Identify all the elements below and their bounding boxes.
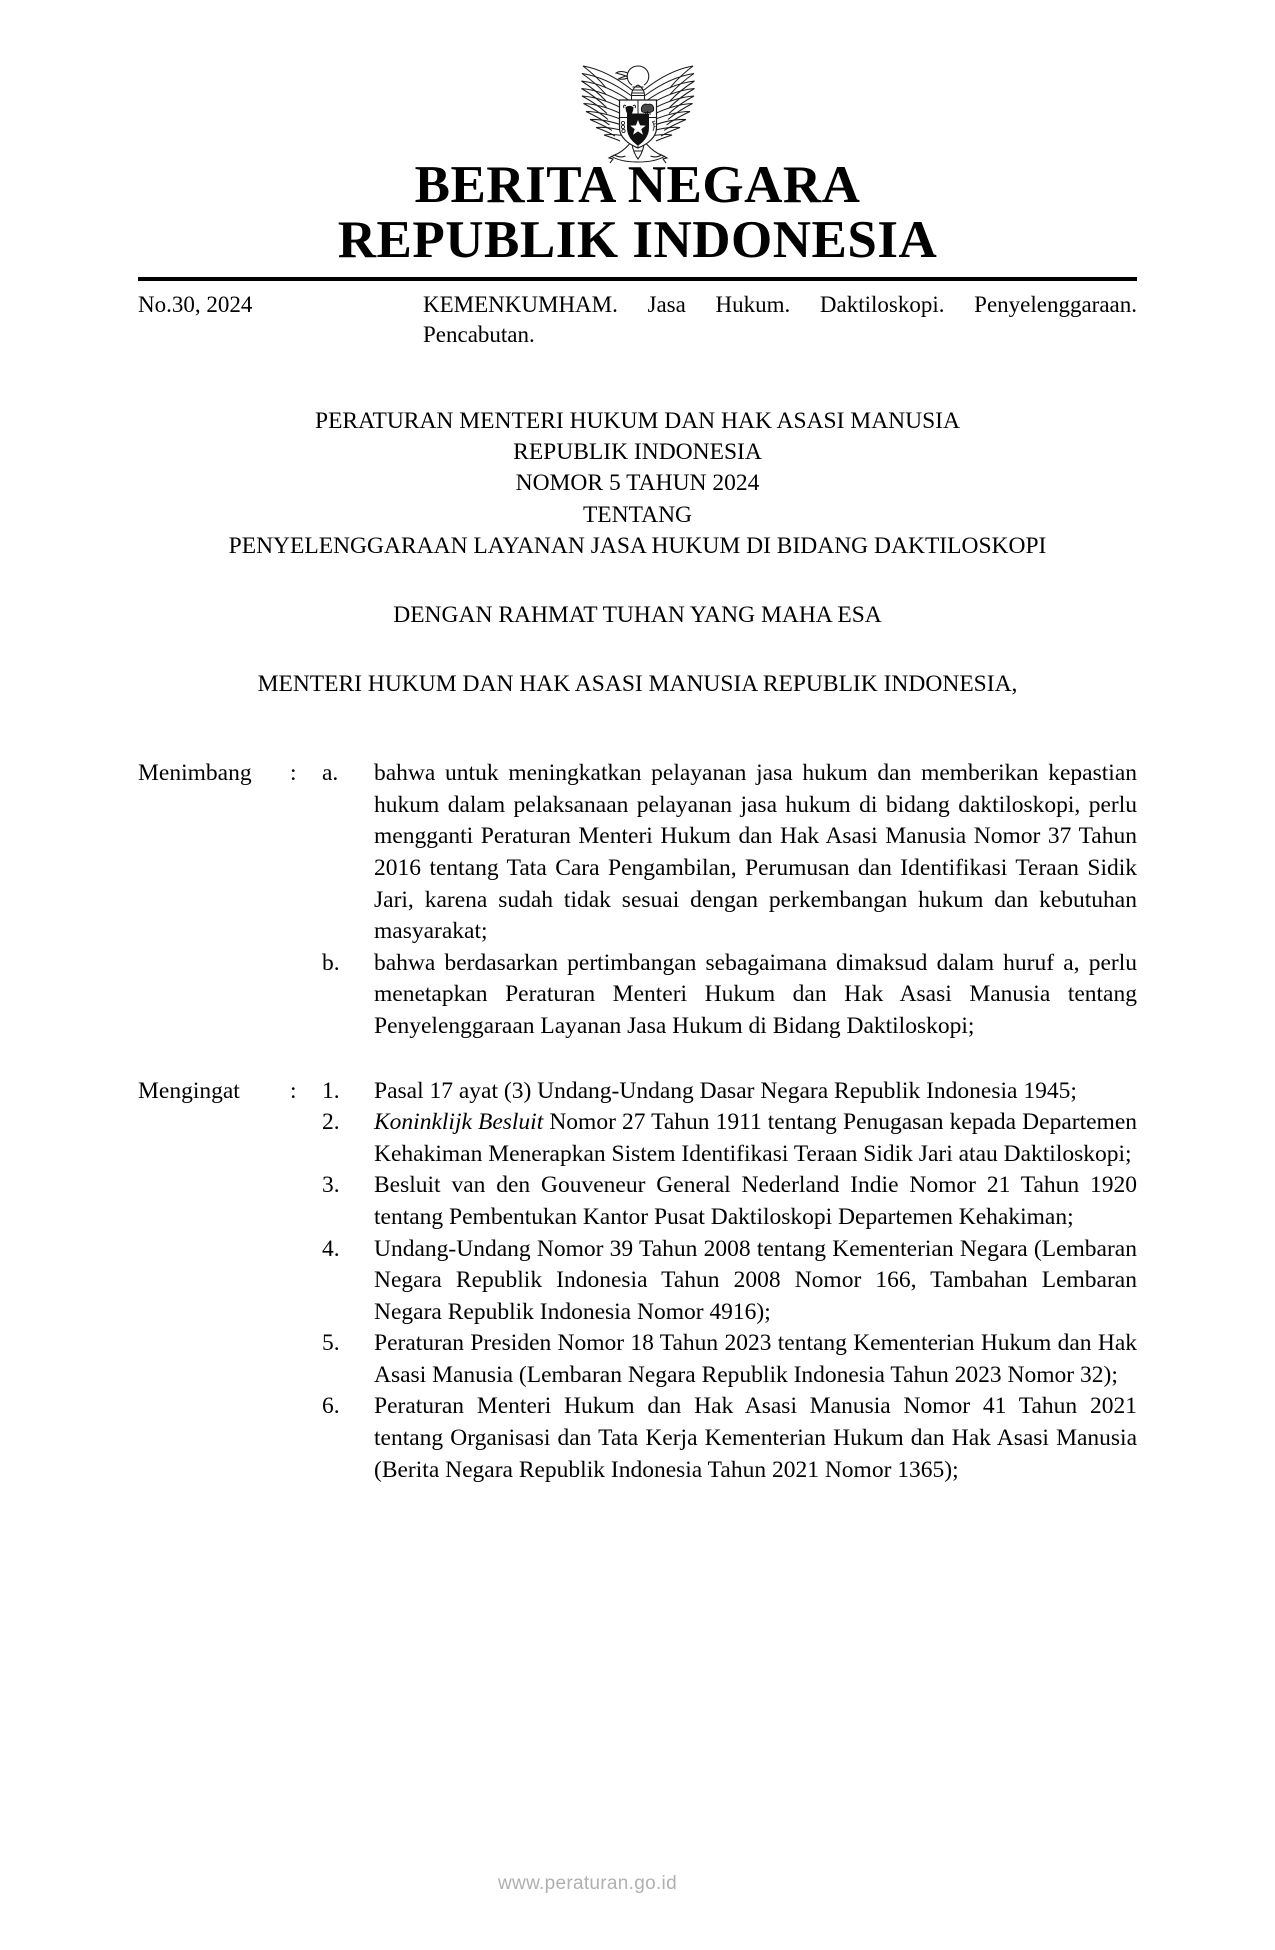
title-line-2: REPUBLIK INDONESIA bbox=[513, 439, 762, 466]
clause-body: Besluit van den Gouveneur General Nederland Indie Nomor 21 Tahun 1920 tentang Pembentukan Kantor Pusat Daktiloskopi Departemen Kehakiman; bbox=[374, 1172, 1137, 1230]
authority-line: MENTERI HUKUM DAN HAK ASASI MANUSIA REPUBLIK INDONESIA, bbox=[257, 671, 1018, 698]
menimbang-items bbox=[322, 758, 1137, 1042]
clause-marker: a. bbox=[322, 760, 339, 787]
clause-marker: 5. bbox=[322, 1330, 340, 1357]
clause-text bbox=[374, 1107, 1137, 1170]
mengingat-label: Mengingat bbox=[138, 1077, 240, 1104]
list-item bbox=[322, 758, 1137, 948]
blessing-line: DENGAN RAHMAT TUHAN YANG MAHA ESA bbox=[393, 602, 882, 629]
masthead-title bbox=[0, 158, 1275, 267]
clause-marker: 3. bbox=[322, 1172, 340, 1199]
list-item bbox=[322, 1391, 1137, 1486]
clause-marker: 2. bbox=[322, 1109, 340, 1136]
clause-text: bahwa berdasarkan pertimbangan sebagaimana dimaksud dalam huruf a, perlu menetapkan Peraturan Menteri Hukum dan Hak Asasi Manusia tentang Penyelenggaraan Layanan Jasa Hukum di Bidang Daktiloskopi; bbox=[374, 949, 1137, 1039]
clause-text bbox=[374, 1076, 1137, 1108]
clause-text: bahwa untuk meningkatkan pelayanan jasa hukum dan memberikan kepastian hukum dalam pelaksanaan pelayanan jasa hukum di bidang daktiloskopi, perlu mengganti Peraturan Menteri Hukum dan Hak Asasi Manusia Nomor 37 Tahun 2016 tentang Tata Cara Pengambilan, Perumusan dan Identifikasi Teraan Sidik Jari, karena sudah tidak sesuai dengan perkembangan hukum dan kebutuhan masyarakat; bbox=[374, 760, 1137, 945]
clause-text bbox=[374, 1328, 1137, 1391]
mengingat-items bbox=[322, 1076, 1137, 1487]
clause-body: Peraturan Menteri Hukum dan Hak Asasi Manusia Nomor 41 Tahun 2021 tentang Organisasi dan Tata Kerja Kementerian Hukum dan Hak Asasi Manusia (Berita Negara Republik Indonesia Tahun 2021 Nomor 1365); bbox=[374, 1393, 1137, 1483]
footer-watermark: www.peraturan.go.id bbox=[498, 1873, 677, 1894]
regulation-title-block bbox=[0, 406, 1275, 562]
gazette-number: No.30, 2024 bbox=[138, 292, 253, 318]
title-line-3: NOMOR 5 TAHUN 2024 bbox=[515, 470, 760, 497]
masthead-divider bbox=[138, 277, 1137, 281]
clause-body: Undang-Undang Nomor 39 Tahun 2008 tentang Kementerian Negara (Lembaran Negara Republik Indonesia Tahun 2008 Nomor 166, Tambahan Lembaran Negara Republik Indonesia Nomor 4916); bbox=[374, 1235, 1137, 1325]
mengingat-colon: : bbox=[290, 1077, 297, 1104]
gazette-subjects: KEMENKUMHAM. Jasa Hukum. Daktiloskopi. Penyelenggaraan. Pencabutan. bbox=[423, 292, 1137, 348]
list-item bbox=[322, 1107, 1137, 1170]
title-line-1: PERATURAN MENTERI HUKUM DAN HAK ASASI MANUSIA bbox=[315, 407, 960, 434]
clause-text bbox=[374, 1234, 1137, 1329]
clause-marker: 1. bbox=[322, 1077, 340, 1104]
clause-marker: 6. bbox=[322, 1393, 340, 1420]
garuda-pancasila-emblem bbox=[563, 30, 713, 170]
menimbang-section bbox=[138, 758, 1137, 1042]
clause-body: Peraturan Presiden Nomor 18 Tahun 2023 tentang Kementerian Hukum dan Hak Asasi Manusia (Lembaran Negara Republik Indonesia Tahun 2023 Nomor 32); bbox=[374, 1330, 1137, 1388]
clause-marker: b. bbox=[322, 949, 340, 976]
title-line-5: PENYELENGGARAAN LAYANAN JASA HUKUM DI BIDANG DAKTILOSKOPI bbox=[228, 532, 1047, 559]
clause-text bbox=[374, 1391, 1137, 1486]
list-item bbox=[322, 1170, 1137, 1233]
header-meta-row bbox=[138, 290, 1137, 350]
clause-body: Pasal 17 ayat (3) Undang-Undang Dasar Negara Republik Indonesia 1945; bbox=[374, 1077, 1077, 1104]
clause-body: Nomor 27 Tahun 1911 tentang Penugasan kepada Departemen Kehakiman Menerapkan Sistem Identifikasi Teraan Sidik Jari atau Daktiloskopi; bbox=[374, 1109, 1138, 1167]
menimbang-colon: : bbox=[290, 760, 297, 787]
list-item bbox=[322, 948, 1137, 1043]
clause-marker: 4. bbox=[322, 1235, 340, 1262]
list-item bbox=[322, 1076, 1137, 1108]
menimbang-label: Menimbang bbox=[138, 760, 252, 787]
list-item bbox=[322, 1234, 1137, 1329]
list-item bbox=[322, 1328, 1137, 1391]
clause-text bbox=[374, 1170, 1137, 1233]
mengingat-section bbox=[138, 1076, 1137, 1487]
masthead-line-2: REPUBLIK INDONESIA bbox=[337, 210, 938, 269]
title-line-4: TENTANG bbox=[582, 501, 693, 528]
clause-italic-lead: Koninklijk Besluit bbox=[374, 1109, 544, 1136]
emblem-container bbox=[0, 0, 1275, 150]
masthead-line-1: BERITA NEGARA bbox=[414, 156, 861, 214]
